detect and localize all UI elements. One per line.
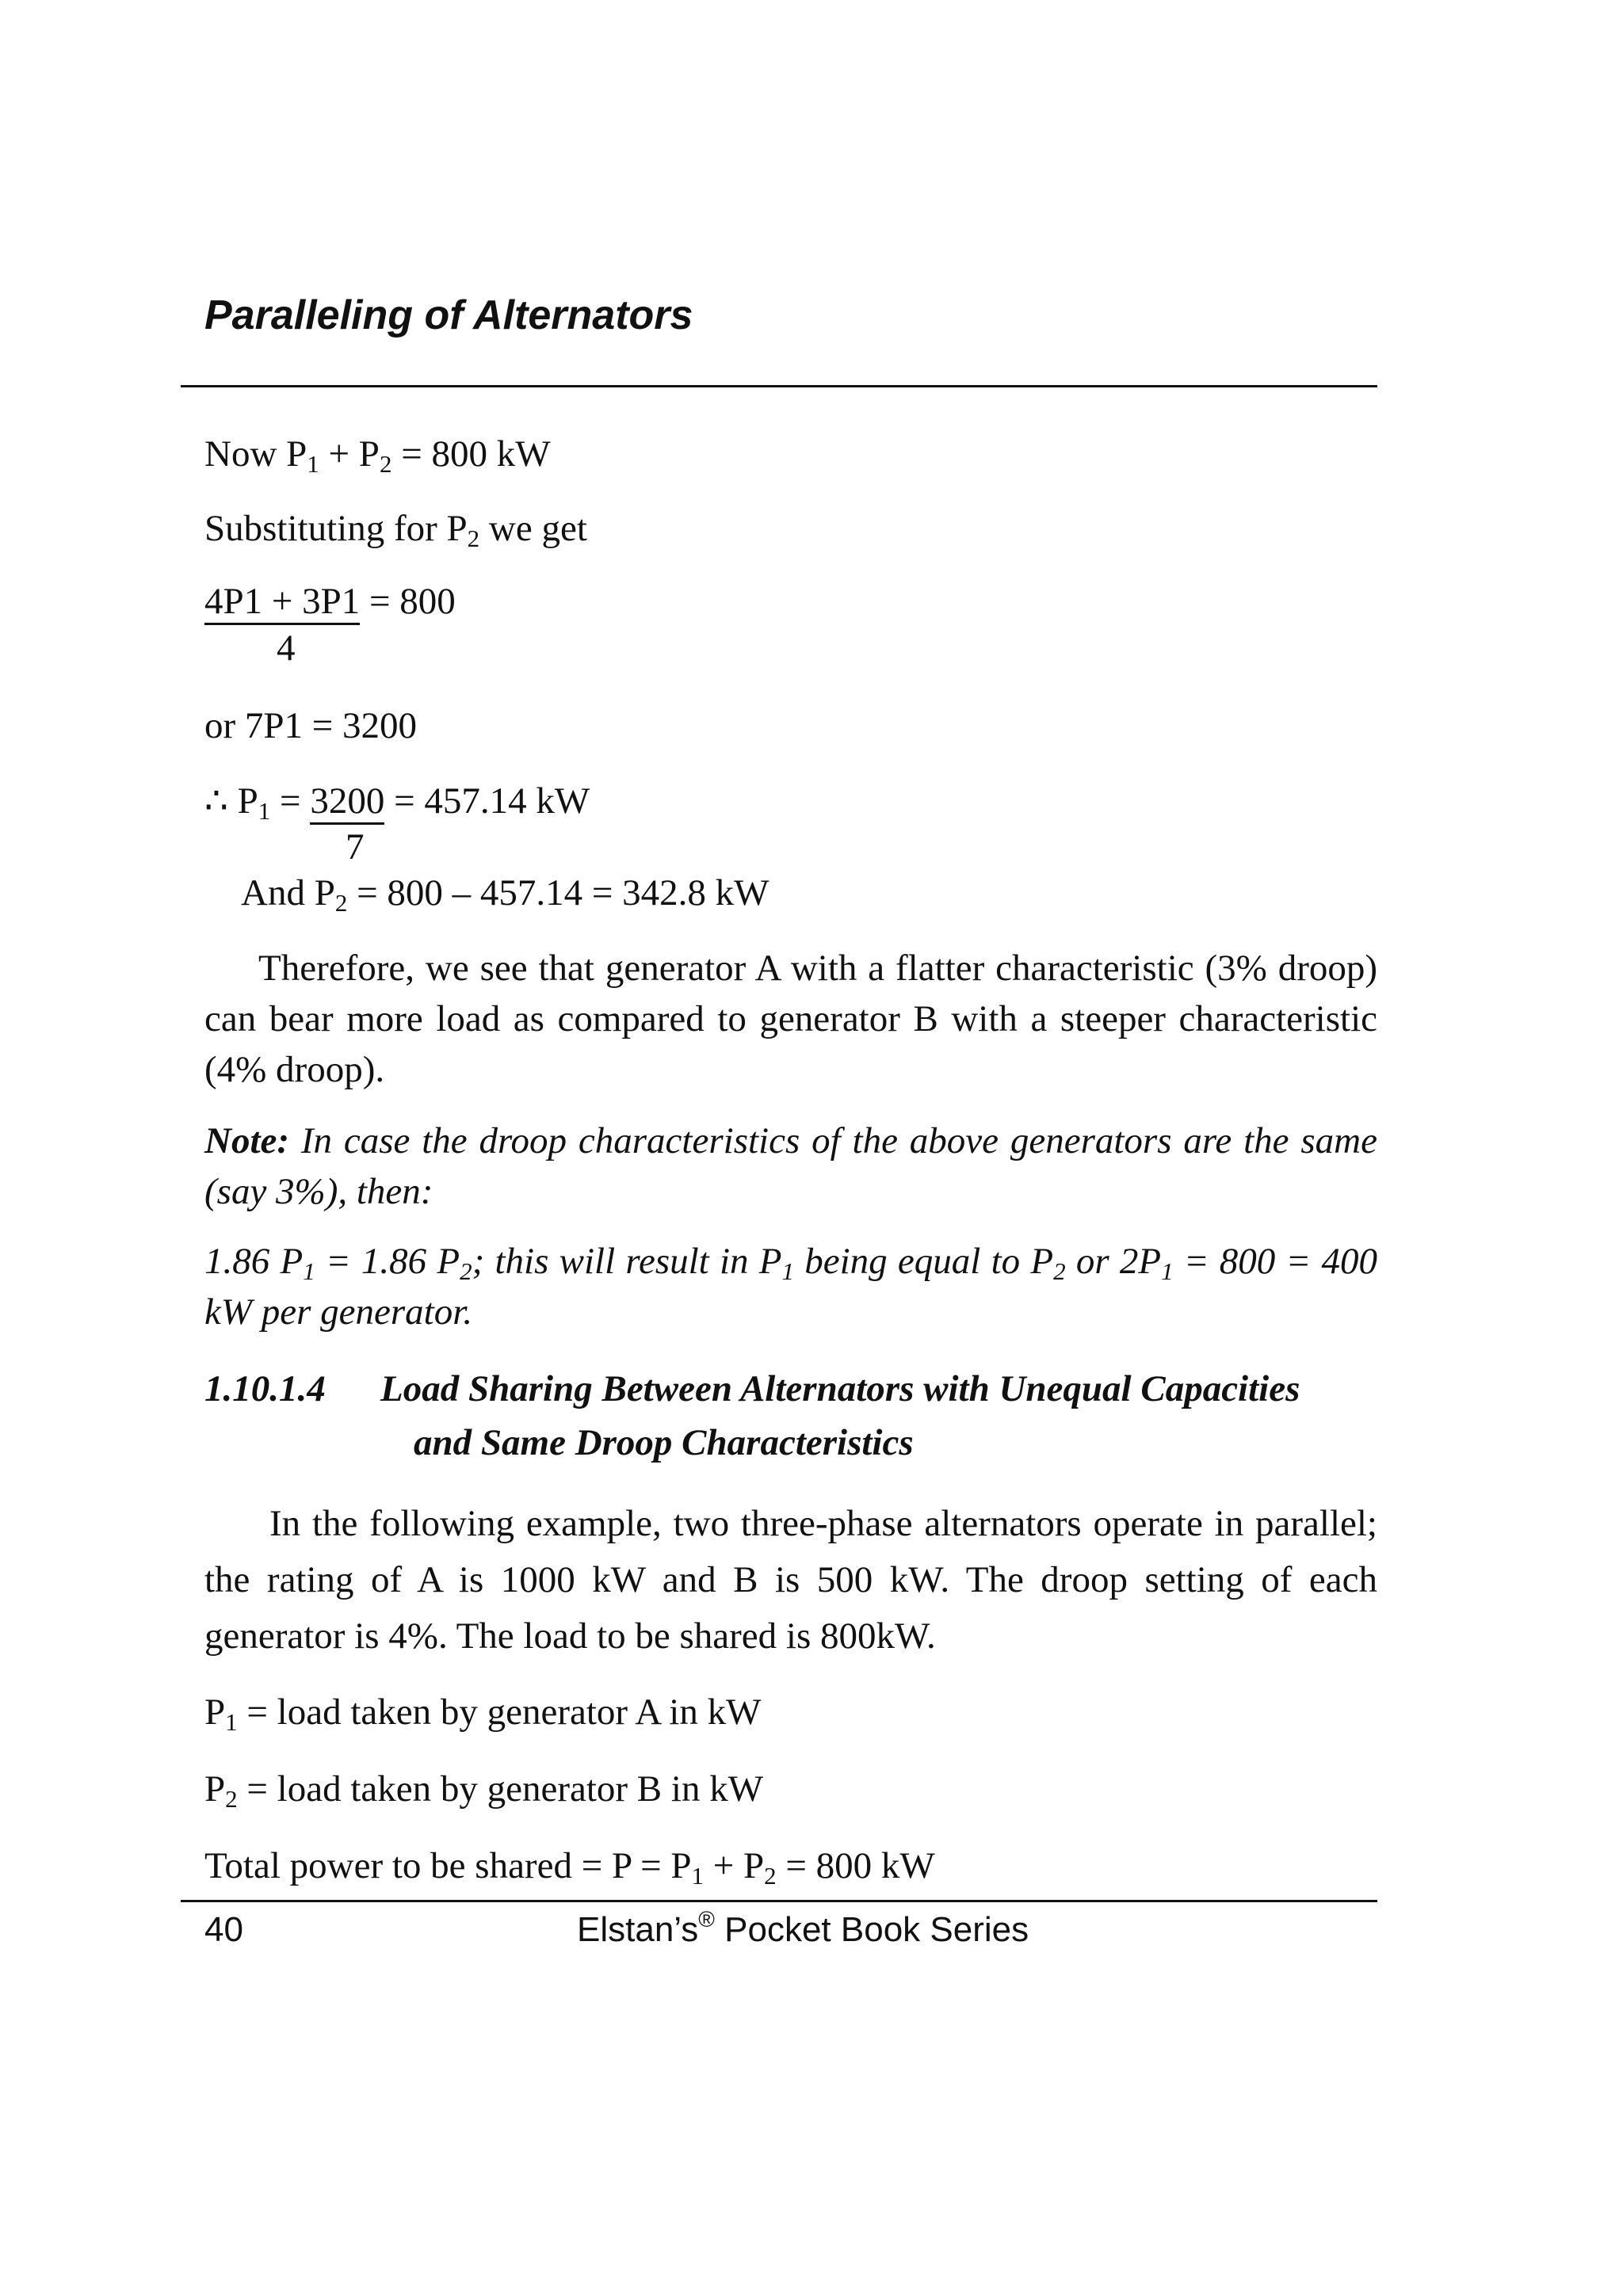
registered-mark: ® [698,1907,715,1932]
header-rule [181,385,1377,387]
total-power-line: Total power to be shared = $P = P_1 + P_2 = 800$ kW [204,1845,935,1890]
section-number: 1.10.1.4 [204,1368,326,1409]
or-equation: or 7P1 = 3200 [204,705,418,746]
book-series: Elstan’s® Pocket Book Series [577,1907,1029,1949]
fraction-numerator: 4P1 + 3P1 [204,581,360,625]
footer-rule [181,1900,1377,1902]
section-title-line2: and Same Droop Characteristics [414,1422,914,1463]
fraction-equation: 4P1 + 3P1 = 800 [204,583,456,620]
paragraph-example: In the following example, two three-phase alternators operate in parallel; the rating of A is 1000 kW and B is 500 kW. The droop setting of each generator is 4%. The load to be shared is 800kW. [204,1503,1377,1657]
p2-equation: And $P_2 = 800 - 457.14 = 342.8$ kW [241,872,769,917]
p1-equation: ∴ $P_1 = 3200 = 457.14$ kW [204,780,590,825]
definition-p2: $P_2$ = load taken by generator B in kW [204,1768,764,1813]
page-header-title: Paralleling of Alternators [204,292,693,338]
note-label: Note: [204,1120,290,1161]
note-equation-paragraph: 1.86 $P_1 = 1.86$ $P_2$; this will result in $P_1$ being equal to $P_2$ or $2P_1 = 800 = 400$ kW per generator. [204,1241,1377,1333]
page-number: 40 [204,1910,243,1949]
equation-sum: Now $P_1 + P_2 = 800$ kW [204,433,551,478]
p1-numerator: 3200 [310,780,384,825]
substituting-line: Substituting for $P_2$ we get [204,508,587,552]
fraction-denominator: 4 [277,627,296,669]
definition-p1: $P_1$ = load taken by generator A in kW [204,1691,762,1736]
p1-denominator: 7 [346,826,365,868]
therefore-symbol: ∴ [204,780,228,822]
section-heading [204,1368,1300,1409]
note-paragraph: Note: In case the droop characteristics of the above generators are the same (say 3%), then: [204,1120,1377,1212]
section-title-line1: Load Sharing Between Alternators with Unequal Capacities [380,1368,1300,1409]
paragraph-conclusion: Therefore, we see that generator A with a flatter characteristic (3% droop) can bear more load as compared to generator B with a steeper characteristic (4% droop). [204,948,1377,1090]
